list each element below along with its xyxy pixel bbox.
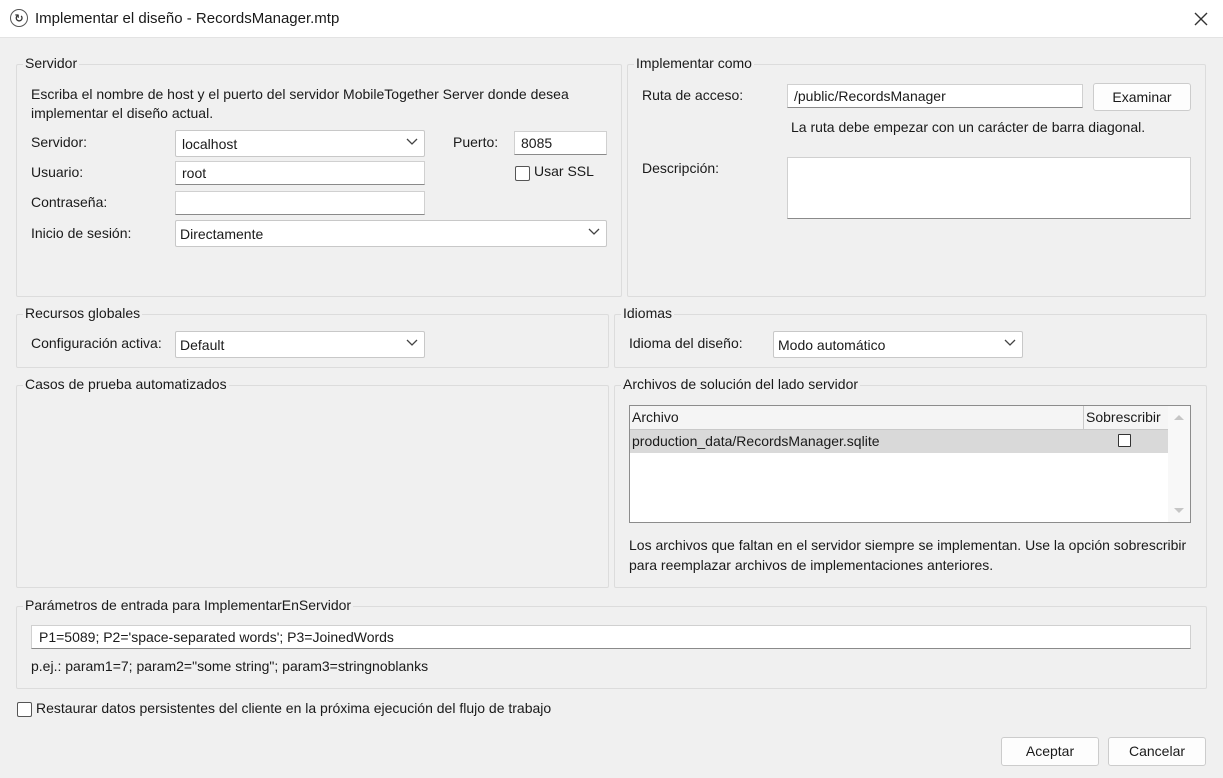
design-language-select[interactable] [773, 331, 1023, 358]
server-group-title: Servidor [25, 55, 78, 71]
server-files-note: Los archivos que faltan en el servidor siempre se implementan. Use la opción sobrescribir para reemplazar archivos de implementaciones anteriores. [629, 537, 1187, 573]
title-bar [0, 0, 1223, 38]
column-header-file[interactable]: Archivo [630, 406, 1084, 430]
active-config-select[interactable] [175, 331, 425, 358]
description-label: Descripción: [642, 160, 720, 176]
login-select-value: Directamente [180, 226, 264, 242]
ok-button[interactable]: Aceptar [1001, 737, 1099, 766]
server-description: Escriba el nombre de host y el puerto del servidor MobileTogether Server donde desea implementar el diseño actual. [31, 86, 569, 121]
table-row-overwrite-cell [1084, 430, 1168, 453]
ssl-checkbox[interactable] [515, 166, 530, 181]
port-label: Puerto: [453, 134, 499, 150]
app-icon: ↻ [10, 9, 28, 27]
global-resources-group-title: Recursos globales [25, 305, 141, 321]
chevron-down-icon [406, 135, 418, 147]
password-input[interactable] [175, 191, 425, 215]
description-input[interactable] [787, 157, 1191, 219]
deploy-as-group-title: Implementar como [636, 55, 752, 71]
languages-group-title: Idiomas [623, 305, 673, 321]
active-config-value: Default [180, 337, 225, 353]
password-label: Contraseña: [31, 194, 108, 210]
design-language-value: Modo automático [778, 337, 886, 353]
ssl-label: Usar SSL [534, 163, 594, 179]
window-title: Implementar el diseño - RecordsManager.mtp [35, 10, 340, 27]
browse-button[interactable]: Examinar [1093, 83, 1191, 111]
scroll-down-icon[interactable] [1168, 502, 1190, 518]
active-config-label: Configuración activa: [31, 335, 162, 351]
login-label: Inicio de sesión: [31, 225, 132, 241]
port-input[interactable]: 8085 [514, 131, 607, 155]
input-params-example: p.ej.: param1=7; param2="some string"; param3=stringnoblanks [31, 658, 429, 674]
design-language-label: Idioma del diseño: [629, 335, 743, 351]
restore-checkbox[interactable] [17, 702, 32, 717]
input-params-group-title: Parámetros de entrada para ImplementarEnServidor [25, 597, 352, 613]
path-hint: La ruta debe empezar con un carácter de barra diagonal. [791, 119, 1146, 135]
test-cases-group-title: Casos de prueba automatizados [25, 376, 227, 392]
login-select[interactable] [175, 220, 607, 247]
cancel-button[interactable]: Cancelar [1108, 737, 1206, 766]
chevron-down-icon [588, 225, 600, 237]
path-label: Ruta de acceso: [642, 87, 744, 103]
path-input[interactable]: /public/RecordsManager [787, 84, 1083, 108]
server-select-value: localhost [182, 136, 238, 152]
close-icon[interactable] [1193, 6, 1209, 32]
server-label: Servidor: [31, 134, 88, 150]
server-select[interactable] [175, 130, 425, 157]
column-header-overwrite[interactable]: Sobrescribir [1084, 406, 1168, 430]
table-scrollbar[interactable] [1168, 406, 1190, 522]
chevron-down-icon [406, 336, 418, 348]
restore-label: Restaurar datos persistentes del cliente en la próxima ejecución del flujo de trabajo [36, 700, 552, 716]
table-row-file[interactable]: production_data/RecordsManager.sqlite [630, 430, 1084, 453]
chevron-down-icon [1004, 336, 1016, 348]
test-cases-group [16, 385, 609, 588]
scroll-up-icon[interactable] [1168, 410, 1190, 426]
input-params-input[interactable]: P1=5089; P2='space-separated words'; P3=JoinedWords [31, 625, 1191, 649]
user-label: Usuario: [31, 164, 84, 180]
server-files-table [629, 405, 1191, 523]
overwrite-checkbox[interactable] [1118, 434, 1131, 447]
user-input[interactable]: root [175, 161, 425, 185]
server-files-group-title: Archivos de solución del lado servidor [623, 376, 859, 392]
